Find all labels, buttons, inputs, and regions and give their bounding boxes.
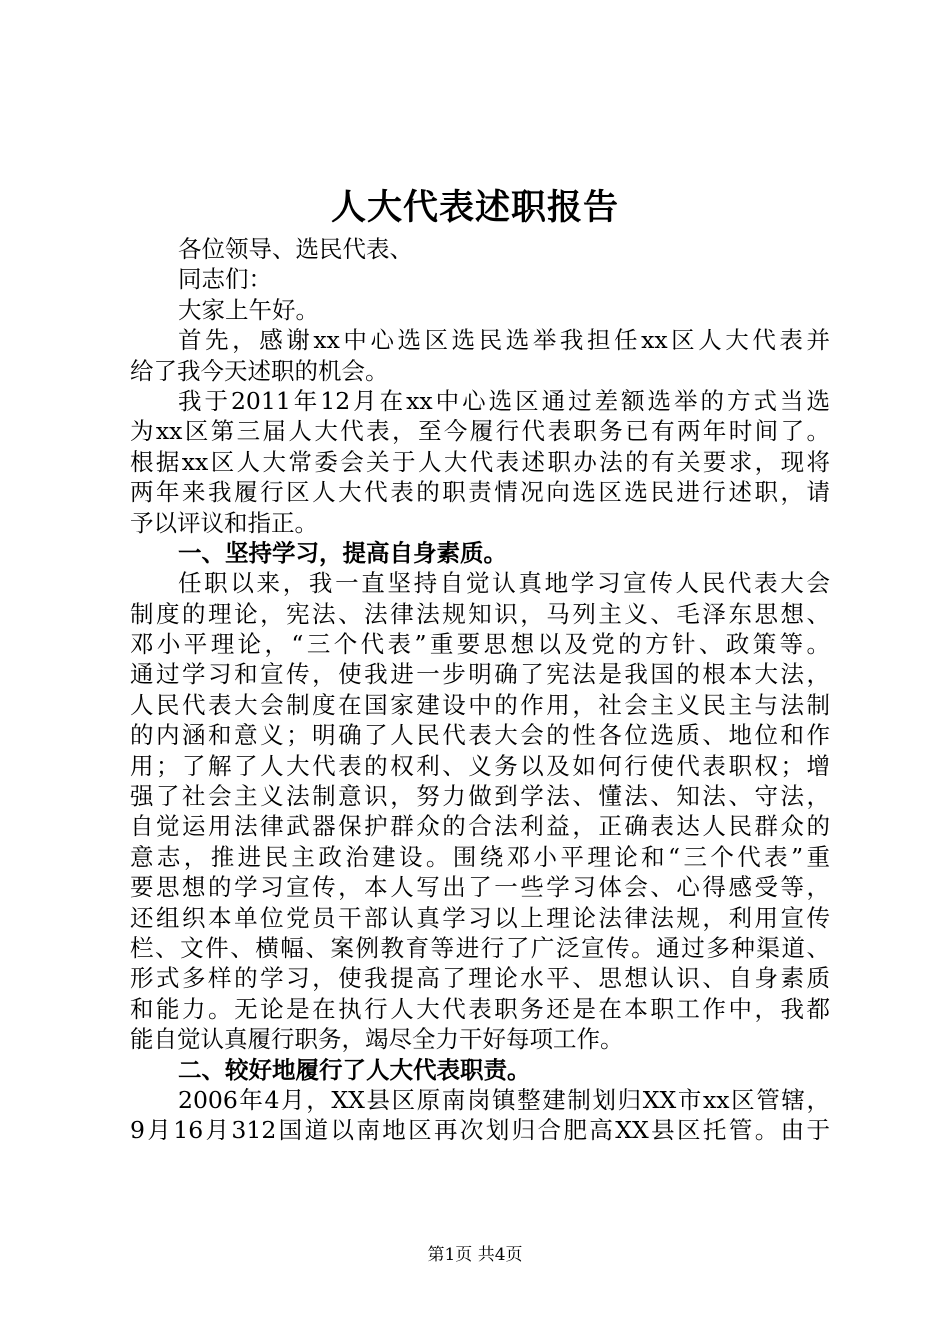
document-title: 人大代表述职报告 [330, 187, 619, 228]
paragraph-line: 通过学习和宣传，使我进一步明确了宪法是我国的根本大法， [130, 660, 830, 689]
paragraph-line: 和能力。无论是在执行人大代表职务还是在本职工作中，我都 [130, 994, 830, 1023]
paragraph-line: 两年来我履行区人大代表的职责情况向选区选民进行述职，请 [130, 478, 830, 507]
paragraph-line: 用；了解了人大代表的权利、义务以及如何行使代表职权；增 [130, 751, 830, 780]
document-body [130, 234, 830, 1146]
paragraph-line: 2006年4月，XX县区原南岗镇整建制划归XX市xx区管辖， [178, 1085, 830, 1114]
page-number-footer: 第1页 共4页 [427, 1245, 523, 1265]
paragraph-line: 自觉运用法律武器保护群众的合法利益，正确表达人民群众的 [130, 812, 830, 841]
paragraph-line: 形式多样的学习，使我提高了理论水平、思想认识、自身素质 [130, 964, 830, 993]
paragraph-line: 人民代表大会制度在国家建设中的作用，社会主义民主与法制 [130, 690, 830, 719]
section-heading: 二、较好地履行了人大代表职责。 [178, 1055, 531, 1084]
paragraph-line: 任职以来，我一直坚持自觉认真地学习宣传人民代表大会 [178, 569, 830, 598]
paragraph-line: 给了我今天述职的机会。 [130, 356, 389, 385]
paragraph-line: 还组织本单位党员干部认真学习以上理论法律法规，利用宣传 [130, 903, 830, 932]
paragraph-line: 邓小平理论，“三个代表”重要思想以及党的方针、政策等。 [130, 630, 830, 659]
paragraph-line: 制度的理论，宪法、法律法规知识，马列主义、毛泽东思想、 [130, 599, 830, 628]
paragraph-line: 强了社会主义法制意识，努力做到学法、懂法、知法、守法， [130, 782, 830, 811]
paragraph-line: 我于2011年12月在xx中心选区通过差额选举的方式当选 [178, 386, 830, 415]
paragraph-line: 首先，感谢xx中心选区选民选举我担任xx区人大代表并 [178, 326, 830, 355]
paragraph-line: 要思想的学习宣传，本人写出了一些学习体会、心得感受等， [130, 873, 830, 902]
paragraph-line: 的内涵和意义；明确了人民代表大会的性各位选质、地位和作 [130, 721, 830, 750]
salutation-line: 各位领导、选民代表、 [178, 235, 413, 263]
paragraph-line: 意志，推进民主政治建设。围绕邓小平理论和“三个代表”重 [130, 842, 830, 871]
greeting-line: 大家上午好。 [178, 295, 319, 324]
paragraph-line: 予以评议和指正。 [130, 508, 318, 537]
paragraph-line: 栏、文件、横幅、案例教育等进行了广泛宣传。通过多种渠道、 [130, 933, 830, 962]
paragraph-line: 9月16月312国道以南地区再次划归合肥高XX县区托管。由于 [130, 1116, 830, 1145]
paragraph-line: 能自觉认真履行职务，竭尽全力干好每项工作。 [130, 1025, 624, 1054]
section-heading: 一、坚持学习，提高自身素质。 [178, 538, 507, 567]
paragraph-line: 为xx区第三届人大代表，至今履行代表职务已有两年时间了。 [130, 417, 830, 446]
paragraph-line: 根据xx区人大常委会关于人大代表述职办法的有关要求，现将 [130, 447, 830, 476]
salutation-line: 同志们： [178, 265, 272, 294]
